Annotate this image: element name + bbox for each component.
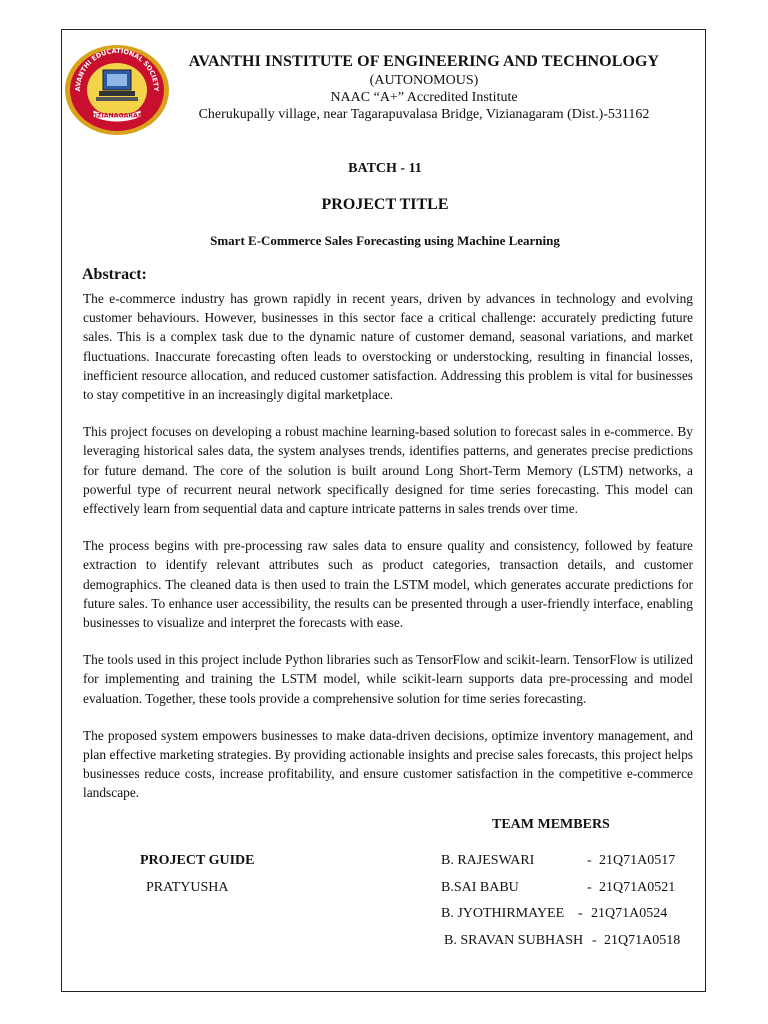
abstract-heading: Abstract: bbox=[82, 266, 147, 283]
team-member-separator: - bbox=[592, 933, 597, 948]
seal-bottom-text: VIZIANAGARAM bbox=[89, 112, 145, 120]
college-seal-icon bbox=[63, 44, 171, 136]
team-member-name: B. RAJESWARI bbox=[441, 853, 535, 868]
institution-name: AVANTHI INSTITUTE OF ENGINEERING AND TECHNOLOGY bbox=[188, 53, 660, 70]
project-title-label: PROJECT TITLE bbox=[321, 196, 449, 213]
abstract-paragraph: The e-commerce industry has grown rapidly in recent years, driven by advances in technology and evolving customer behaviours. However, businesses in this sector face a critical challenge: accurately predicting future sales. This is a complex task due to the dynamic nature of customer demand, seasonal variations, and market fluctuations. Inaccurate forecasting often leads to overstocking or understocking, resulting in financial losses, inefficient resource allocation, and reduced customer satisfaction. Addressing this problem is vital for businesses to stay competitive in an increasingly digital marketplace. bbox=[83, 291, 693, 403]
team-member-separator: - bbox=[578, 906, 583, 921]
letterhead bbox=[170, 52, 678, 123]
seal-ring-text: AVANTHI EDUCATIONAL SOCIETY bbox=[73, 46, 161, 92]
project-title: Smart E-Commerce Sales Forecasting using Machine Learning bbox=[210, 233, 560, 248]
institution-address: Cherukupally village, near Tagarapuvalasa Bridge, Vizianagaram (Dist.)-531162 bbox=[198, 107, 650, 122]
team-member-roll: 21Q71A0518 bbox=[604, 933, 681, 948]
team-member-roll: 21Q71A0524 bbox=[591, 906, 668, 921]
team-member-separator: - bbox=[587, 853, 592, 868]
team-member-name: B.SAI BABU bbox=[441, 880, 519, 895]
project-guide-label: PROJECT GUIDE bbox=[140, 853, 255, 868]
abstract-paragraph: The tools used in this project include Python libraries such as TensorFlow and scikit-learn. TensorFlow is utilized for implementing and training the LSTM model, while scikit-learn supports data pre-processing and model evaluation. Together, these tools provide a comprehensive solution for time series forecasting. bbox=[83, 652, 693, 706]
team-member-roll: 21Q71A0517 bbox=[599, 853, 676, 868]
autonomous-status: (AUTONOMOUS) bbox=[369, 73, 479, 88]
batch-label: BATCH - 11 bbox=[348, 161, 422, 176]
abstract-body bbox=[83, 289, 693, 821]
team-member-name: B. JYOTHIRMAYEE bbox=[441, 906, 565, 921]
project-guide-name: PRATYUSHA bbox=[146, 880, 229, 895]
team-member-separator: - bbox=[587, 880, 592, 895]
abstract-paragraph: This project focuses on developing a robust machine learning-based solution to forecast sales in e-commerce. By leveraging historical sales data, the system analyses trends, identifies patterns, and generates precise predictions for future demand. The core of the solution is built around Long Short-Term Memory (LSTM) networks, a powerful type of recurrent neural network specifically designed for time series forecasting. This model can effectively learn from sequential data and capture intricate patterns in sales trends over time. bbox=[83, 424, 693, 517]
abstract-paragraph: The process begins with pre-processing raw sales data to ensure quality and consistency, followed by feature extraction to identify relevant attributes such as product categories, transaction details, and customer demographics. The cleaned data is then used to train the LSTM model, which generates accurate predictions for future sales. To enhance user accessibility, the results can be presented through a user-friendly interface, enabling businesses to visualize and interpret the forecasts with ease. bbox=[83, 538, 693, 631]
team-member-roll: 21Q71A0521 bbox=[599, 880, 676, 895]
team-member-name: B. SRAVAN SUBHASH bbox=[444, 933, 584, 948]
abstract-paragraph: The proposed system empowers businesses to make data-driven decisions, optimize inventory management, and plan effective marketing strategies. By providing actionable insights and precise sales forecasts, this project helps businesses reduce costs, increase profitability, and ensure customer satisfaction in the competitive e-commerce landscape. bbox=[83, 727, 693, 801]
accreditation-line: NAAC “A+” Accredited Institute bbox=[330, 90, 518, 105]
team-members-heading: TEAM MEMBERS bbox=[492, 817, 610, 832]
